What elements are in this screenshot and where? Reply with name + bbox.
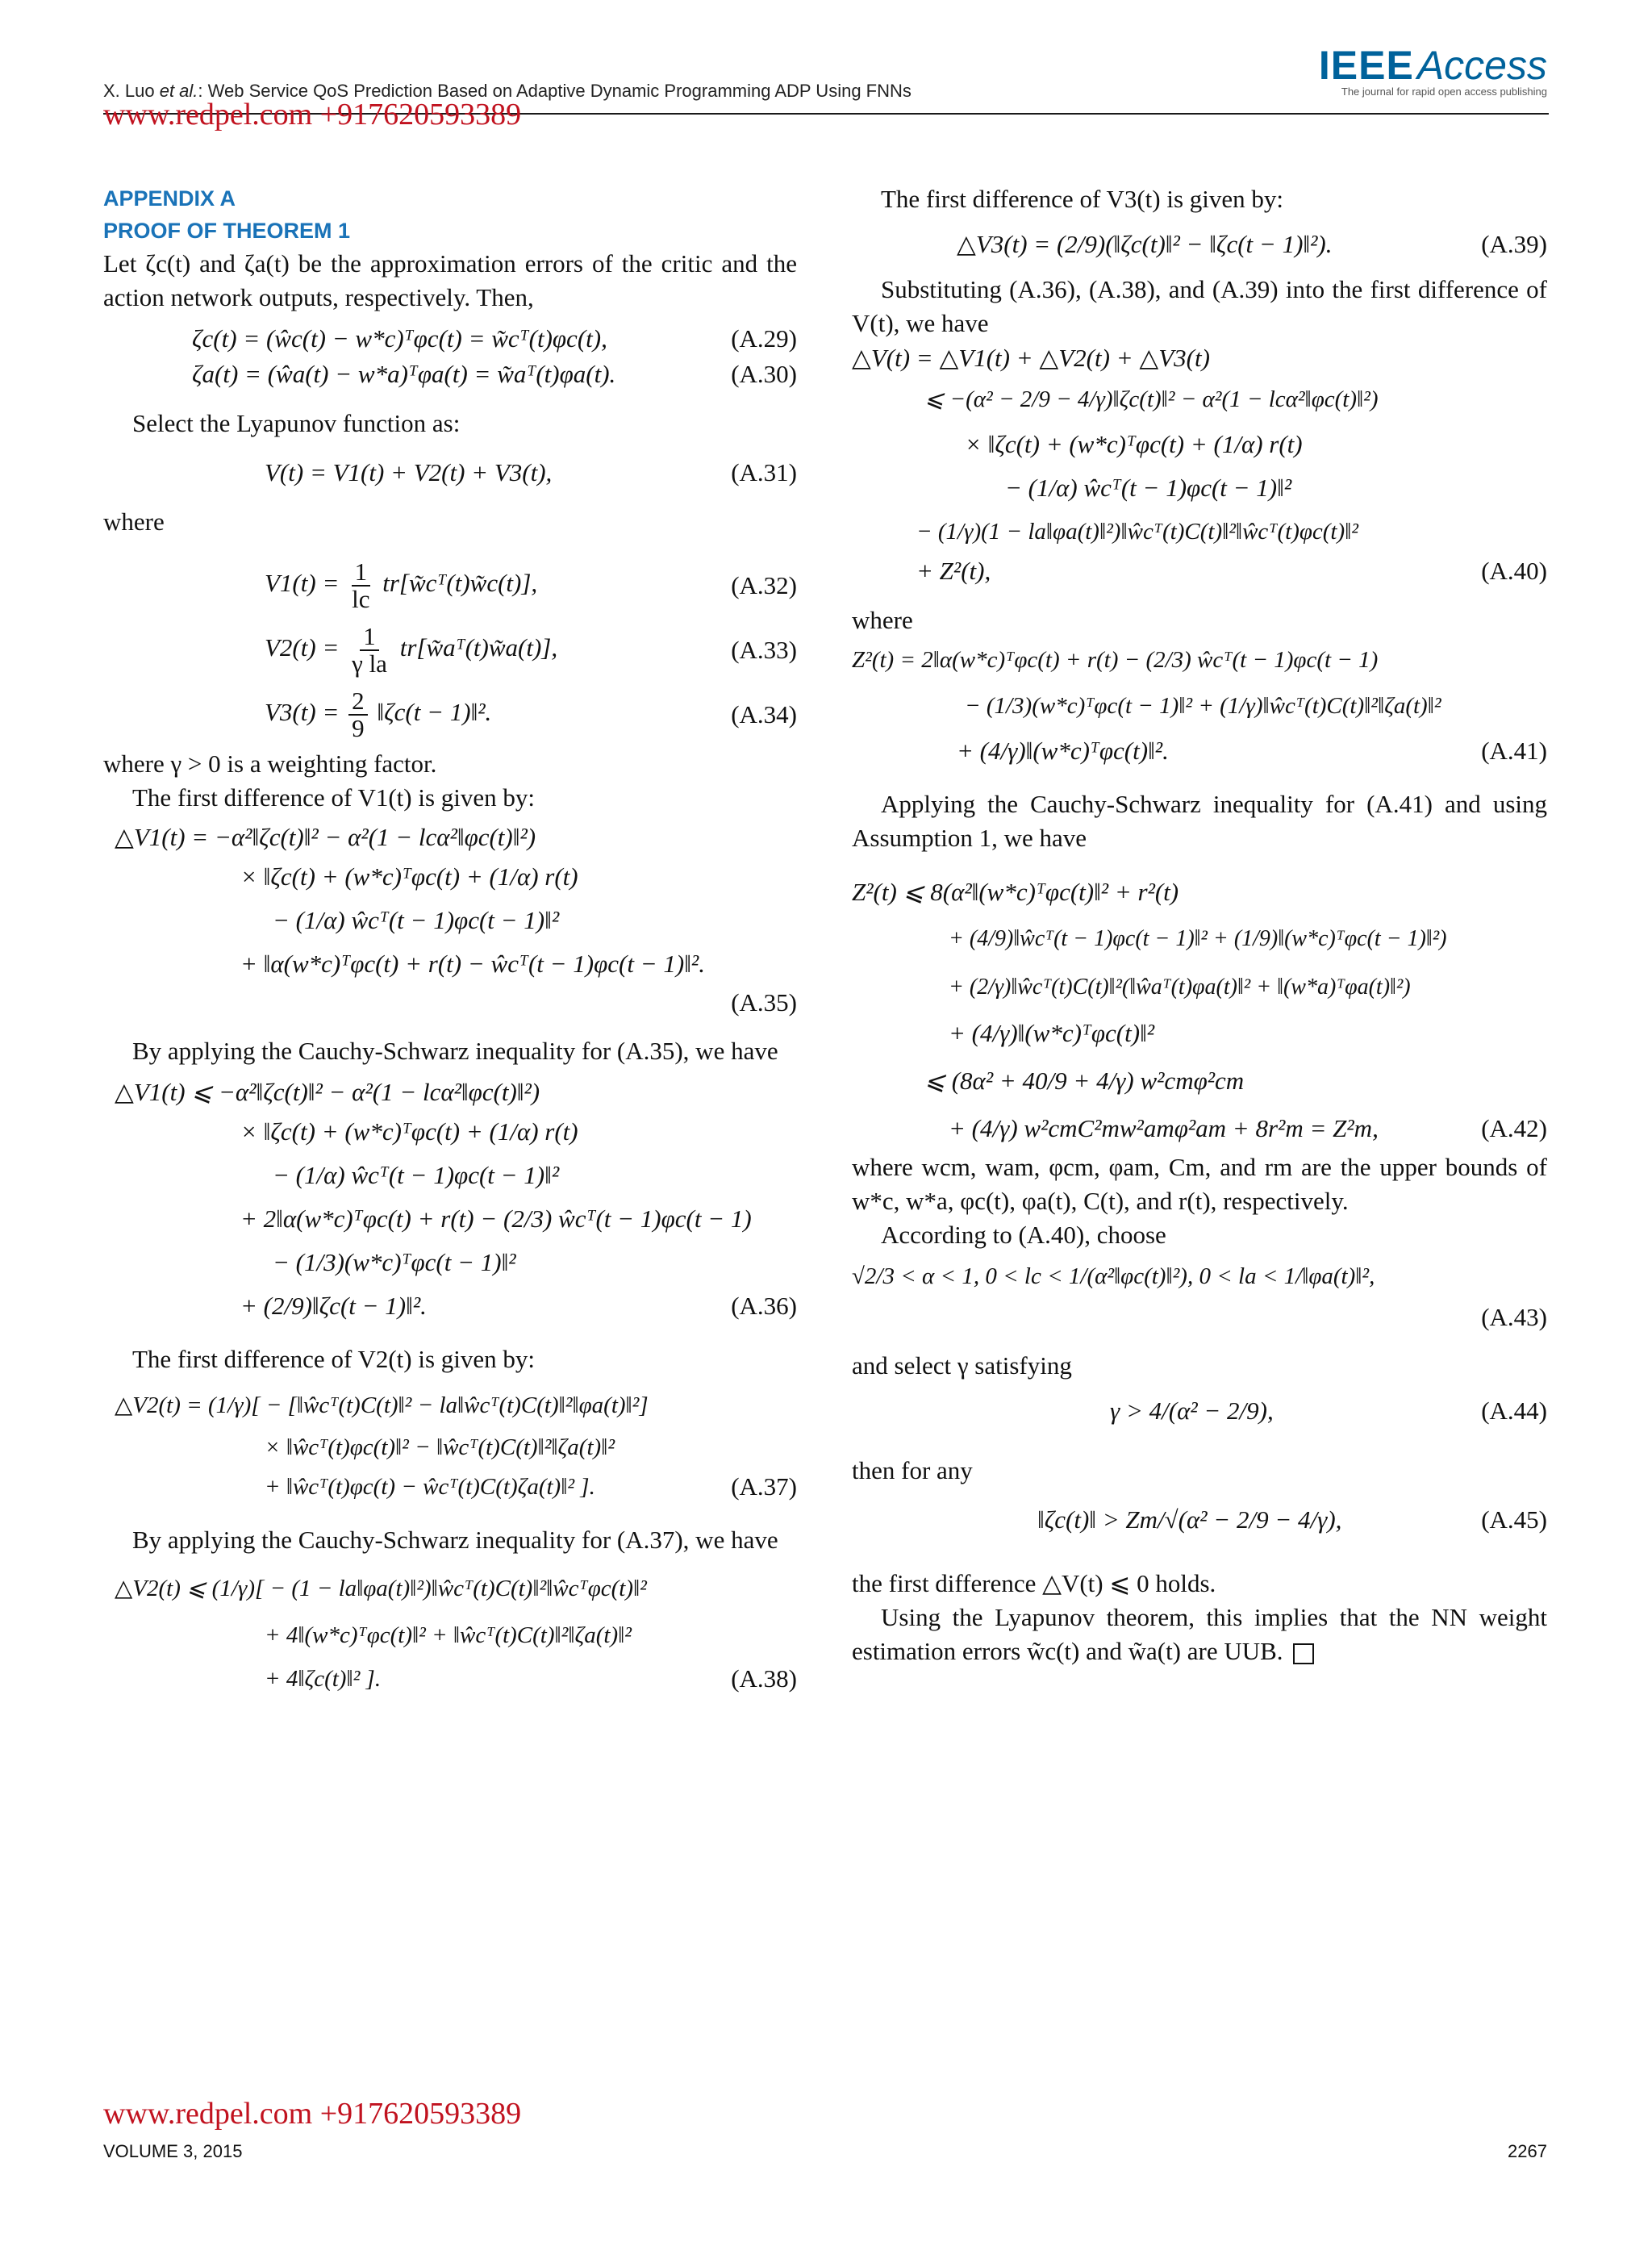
where-text-2: where	[852, 606, 913, 634]
equation-a32	[103, 553, 797, 618]
equation-a43: √2/3 < α < 1, 0 < lc < 1/(α²‖φc(t)‖²), 0 < la < 1/‖φa(t)‖²,	[852, 1263, 1375, 1289]
upper-bounds-text: where wcm, wam, φcm, φam, Cm, and rm are the upper bounds of w*c, w*a, φc(t), φa(t), C(t), and r(t), respectively.	[852, 1153, 1547, 1215]
eq-a32-lhs: V1(t) =	[265, 569, 340, 598]
eq-a32-fraction: $\frac{1}{lc}$	[352, 557, 370, 613]
equation-a36-line1: △V1(t) ⩽ −α²‖ζc(t)‖² − α²(1 − lcα²‖φc(t)‖²)	[115, 1078, 540, 1106]
conclusion-text: Using the Lyapunov theorem, this implies that the NN weight estimation errors w̃c(t) and w̃a(t) are UUB.	[852, 1603, 1547, 1665]
first-diff-v1-text: The first difference of V1(t) is given by:	[132, 783, 536, 812]
equation-a41-line2: − (1/3)(w*c)ᵀφc(t − 1)‖² + (1/γ)‖ŵcᵀ(t)C(t)‖²‖ζa(t)‖²	[965, 693, 1441, 719]
eq-a40-number: (A.40)	[1481, 557, 1547, 585]
equation-a45: ‖ζc(t)‖ > Zm/√(α² − 2/9 − 4/γ), (A.45)	[852, 1488, 1547, 1552]
eq-a34-lhs: V3(t) =	[265, 698, 340, 727]
cauchy-schwarz-a41-text: Applying the Cauchy-Schwarz inequality for (A.41) and using Assumption 1, we have	[852, 790, 1547, 852]
select-lyapunov-text: Select the Lyapunov function as:	[132, 409, 461, 437]
eq-a45-number: (A.45)	[1481, 1505, 1547, 1534]
header-authors: X. Luo	[103, 81, 160, 101]
according-text: According to (A.40), choose	[881, 1221, 1166, 1249]
equation-a40-line2: ⩽ −(α² − 2/9 − 4/γ)‖ζc(t)‖² − α²(1 − lcα²‖φc(t)‖²)	[924, 386, 1379, 412]
eq-a38-number: (A.38)	[731, 1664, 797, 1693]
equation-a36-line2: × ‖ζc(t) + (w*c)ᵀφc(t) + (1/α) r(t)	[240, 1117, 578, 1146]
eq-a33-number: (A.33)	[731, 636, 797, 664]
watermark-bottom: www.redpel.com +917620593389	[103, 2097, 522, 2131]
cauchy-schwarz-a35-text: By applying the Cauchy-Schwarz inequality for (A.35), we have	[132, 1037, 778, 1065]
equation-a38-line3: + 4‖ζc(t)‖² ]. (A.38)	[103, 1657, 797, 1701]
equation-a36-line4: + 2‖α(w*c)ᵀφc(t) + r(t) − (2/3) ŵcᵀ(t − 1)φc(t − 1)	[240, 1204, 752, 1233]
equation-a40-line4: − (1/α) ŵcᵀ(t − 1)φc(t − 1)‖²	[1005, 474, 1292, 502]
eq-a34-fraction: $\frac{2}{9}$	[348, 688, 368, 741]
right-column	[852, 182, 1547, 1668]
select-gamma-text: and select γ satisfying	[852, 1351, 1072, 1380]
equation-a33	[103, 618, 797, 683]
equation-a38-line1: △V2(t) ⩽ (1/γ)[ − (1 − la‖φa(t)‖²)‖ŵcᵀ(t)C(t)‖²‖ŵcᵀφc(t)‖²	[115, 1576, 647, 1601]
eq-a29-body: ζc(t) = (ŵc(t) − w*c)ᵀφc(t) = w̃cᵀ(t)φc(t),	[192, 324, 607, 353]
equation-a34	[103, 683, 797, 747]
journal-logo	[1319, 42, 1547, 98]
equation-a35-line2: × ‖ζc(t) + (w*c)ᵀφc(t) + (1/α) r(t)	[240, 862, 578, 891]
first-diff-v2-text: The first difference of V2(t) is given by:	[132, 1345, 536, 1373]
equation-a36-line6: + (2/9)‖ζc(t − 1)‖². (A.36)	[103, 1284, 797, 1328]
eq-a33-lhs: V2(t) =	[265, 633, 340, 662]
eq-a41-number: (A.41)	[1481, 737, 1547, 765]
first-diff-v3-text: The first difference of V3(t) is given by:	[881, 185, 1284, 213]
cauchy-schwarz-a37-text: By applying the Cauchy-Schwarz inequality for (A.37), we have	[132, 1526, 778, 1554]
equation-a42-line6: + (4/γ) w²cmC²mw²amφ²am + 8r²m = Z²m, (A.42)	[852, 1107, 1547, 1150]
equation-a36-line3: − (1/α) ŵcᵀ(t − 1)φc(t − 1)‖²	[273, 1161, 560, 1189]
eq-a31-number: (A.31)	[731, 458, 797, 486]
eq-a37-number: (A.37)	[731, 1472, 797, 1501]
equation-a44: γ > 4/(α² − 2/9), (A.44)	[852, 1383, 1547, 1439]
equation-a40-line6: + Z²(t), (A.40)	[852, 553, 1547, 589]
equation-a37-line1: △V2(t) = (1/γ)[ − [‖ŵcᵀ(t)C(t)‖² − la‖ŵcᵀ(t)C(t)‖²‖φa(t)‖²]	[115, 1392, 649, 1418]
watermark-top: www.redpel.com +917620593389	[103, 98, 522, 132]
equation-a37-line2: × ‖ŵcᵀ(t)φc(t)‖² − ‖ŵcᵀ(t)C(t)‖²‖ζa(t)‖²	[265, 1434, 615, 1460]
left-column	[103, 182, 797, 1701]
eq-a32-number: (A.32)	[731, 571, 797, 599]
qed-square-icon	[1293, 1643, 1314, 1664]
eq-a30-body: ζa(t) = (ŵa(t) − w*a)ᵀφa(t) = w̃aᵀ(t)φa(t).	[192, 360, 616, 388]
eq-a36-number: (A.36)	[731, 1292, 797, 1320]
footer-page-number: 2267	[1508, 2141, 1547, 2161]
eq-a33-rhs: tr[w̃aᵀ(t)w̃a(t)],	[399, 633, 558, 662]
then-for-any-text: then for any	[852, 1456, 973, 1484]
equation-a40-line3: × ‖ζc(t) + (w*c)ᵀφc(t) + (1/α) r(t)	[965, 430, 1303, 458]
eq-a39-number: (A.39)	[1481, 230, 1547, 258]
eq-a34-rhs: ‖ζc(t − 1)‖².	[377, 698, 492, 727]
equation-a39: △V3(t) = (2/9)(‖ζc(t)‖² − ‖ζc(t − 1)‖²). (A.39)	[852, 216, 1547, 273]
substituting-text: Substituting (A.36), (A.38), and (A.39) into the first difference of V(t), we have	[852, 275, 1547, 337]
where-text-1: where	[103, 507, 165, 536]
equation-a42-line3: + (2/γ)‖ŵcᵀ(t)C(t)‖²(‖ŵaᵀ(t)φa(t)‖² + ‖(w*a)ᵀφa(t)‖²)	[949, 975, 1411, 1000]
eq-a32-rhs: tr[w̃cᵀ(t)w̃c(t)],	[382, 569, 538, 598]
equation-a38-line2: + 4‖(w*c)ᵀφc(t)‖² + ‖ŵcᵀ(t)C(t)‖²‖ζa(t)‖²	[265, 1622, 632, 1648]
equation-a41-line1: Z²(t) = 2‖α(w*c)ᵀφc(t) + r(t) − (2/3) ŵcᵀ(t − 1)φc(t − 1)	[852, 647, 1379, 673]
footer-volume: VOLUME 3, 2015	[103, 2141, 243, 2161]
equation-a35-line1: △V1(t) = −α²‖ζc(t)‖² − α²(1 − lcα²‖φc(t)‖²)	[115, 823, 536, 851]
eq-a29-number: (A.29)	[731, 324, 797, 353]
header-etal: et al.	[159, 81, 198, 101]
eq-a33-fraction: $\frac{1}{\text{γ la}}$	[352, 622, 387, 678]
equation-a42-line4: + (4/γ)‖(w*c)ᵀφc(t)‖²	[949, 1019, 1155, 1047]
eq-a34-number: (A.34)	[731, 700, 797, 728]
equation-a35-line3: − (1/α) ŵcᵀ(t − 1)φc(t − 1)‖²	[273, 906, 560, 934]
equation-a42-line5: ⩽ (8α² + 40/9 + 4/γ) w²cmφ²cm	[924, 1067, 1245, 1095]
equation-a41-line3: + (4/γ)‖(w*c)ᵀφc(t)‖². (A.41)	[852, 729, 1547, 773]
logo-tagline: The journal for rapid open access publishing	[1341, 86, 1547, 98]
proof-heading: PROOF OF THEOREM 1	[103, 219, 351, 243]
equation-a37-line3: + ‖ŵcᵀ(t)φc(t) − ŵcᵀ(t)C(t)ζa(t)‖² ]. (A.37)	[103, 1465, 797, 1509]
holds-text: the first difference △V(t) ⩽ 0 holds.	[852, 1569, 1216, 1597]
header-title: : Web Service QoS Prediction Based on Adaptive Dynamic Programming ADP Using FNNs	[198, 81, 912, 101]
eq-a35-number: (A.35)	[731, 988, 797, 1017]
logo-ieee: IEEE	[1318, 43, 1414, 88]
eq-a44-number: (A.44)	[1481, 1396, 1547, 1425]
equation-a31	[103, 455, 797, 491]
equation-a42-line1: Z²(t) ⩽ 8(α²‖(w*c)ᵀφc(t)‖² + r²(t)	[852, 878, 1179, 906]
eq-a31-body: V(t) = V1(t) + V2(t) + V3(t),	[265, 458, 553, 486]
appendix-heading: APPENDIX A	[103, 186, 236, 211]
eq-a30-number: (A.30)	[731, 360, 797, 388]
equation-a42-line2: + (4/9)‖ŵcᵀ(t − 1)φc(t − 1)‖² + (1/9)‖(w*c)ᵀφc(t − 1)‖²)	[949, 926, 1447, 951]
logo-access: Access	[1416, 43, 1547, 88]
intro-paragraph: Let ζc(t) and ζa(t) be the approximation errors of the critic and the action network outputs, respectively. Then,	[103, 249, 797, 311]
eq-a42-number: (A.42)	[1481, 1114, 1547, 1142]
gamma-note: where γ > 0 is a weighting factor.	[103, 749, 437, 778]
equation-a40-line5: − (1/γ)(1 − la‖φa(t)‖²)‖ŵcᵀ(t)C(t)‖²‖ŵcᵀ(t)φc(t)‖²	[916, 519, 1358, 545]
equation-a35-line4: + ‖α(w*c)ᵀφc(t) + r(t) − ŵcᵀ(t − 1)φc(t − 1)‖².	[240, 950, 705, 978]
equation-a36-line5: − (1/3)(w*c)ᵀφc(t − 1)‖²	[273, 1248, 516, 1276]
equation-a30	[103, 357, 797, 392]
equation-a40-line1: △V(t) = △V1(t) + △V2(t) + △V3(t)	[852, 344, 1210, 372]
equation-a29	[103, 321, 797, 357]
eq-a43-number: (A.43)	[1481, 1303, 1547, 1331]
